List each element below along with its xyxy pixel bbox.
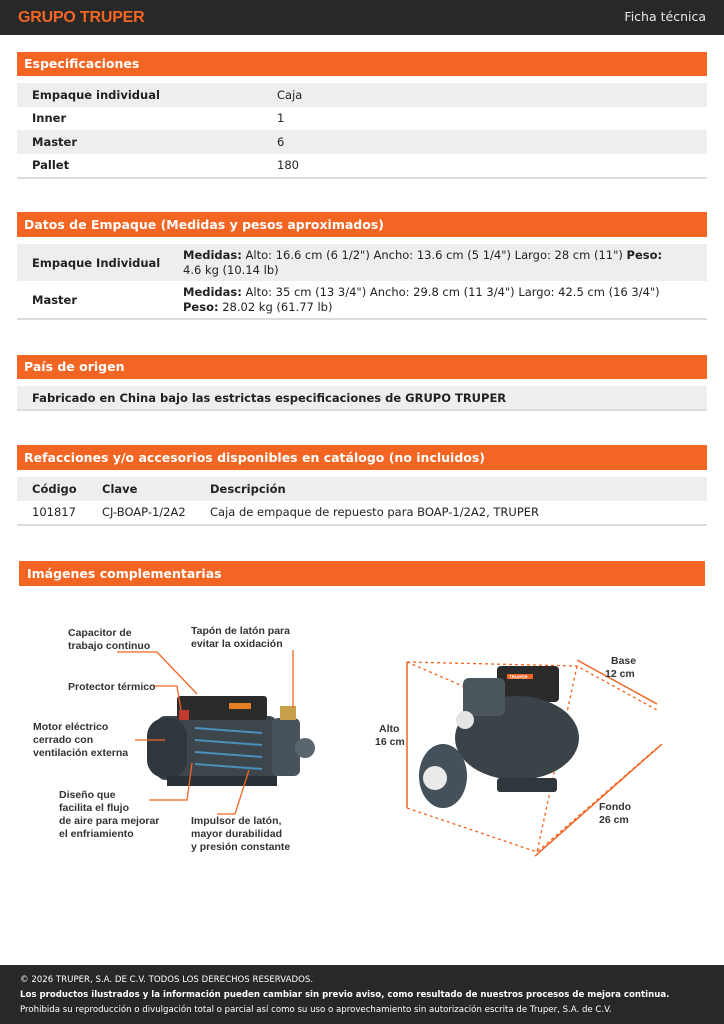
column-header-clave: Clave: [102, 477, 210, 501]
footer-notice: Los productos ilustrados y la información pueden cambiar sin previo aviso, como resultado de nuestros procesos de mejora continua.: [20, 990, 670, 1000]
svg-text:Fondo26 cm: Fondo 26 cm: [599, 801, 632, 826]
packaging-table: [17, 244, 707, 318]
outlet-port: [295, 738, 315, 758]
brand-logo: GRUPO TRUPER: [18, 9, 145, 26]
spec-label: Master: [17, 130, 277, 154]
spec-value: Caja: [277, 83, 707, 107]
table-header-row: [17, 477, 707, 501]
pump-inlet-front: [423, 766, 447, 790]
callout-tapon: Tapón de latón para: [191, 625, 290, 637]
pump-badge-text: TRUPER: [509, 674, 528, 680]
table-divider: [17, 318, 707, 320]
section-header-images: Imágenes complementarias: [19, 561, 705, 586]
pump-end-cap: [147, 718, 187, 778]
callout-impulsor: Impulsor de latón,: [191, 815, 282, 827]
packaging-value: Medidas: Alto: 16.6 cm (6 1/2") Ancho: 13.6 cm (5 1/4") Largo: 28 cm (11") Peso: 4.6 kg (10.14 lb): [183, 244, 707, 281]
top-bar: [0, 0, 724, 35]
spec-label: Empaque individual: [17, 83, 277, 107]
parts-table: [17, 477, 707, 524]
document-type: Ficha técnica: [624, 9, 706, 24]
svg-text:Protector térmico: [68, 681, 156, 693]
pump-feature-illustration: [33, 625, 315, 853]
capacitor-box: [177, 696, 267, 720]
column-header-codigo: Código: [17, 477, 102, 501]
section-header-packaging: Datos de Empaque (Medidas y pesos aproximados): [17, 212, 707, 237]
spec-value: 6: [277, 130, 707, 154]
pump-capacitor-box: [497, 666, 559, 702]
dimension-fondo: Fondo: [599, 801, 632, 813]
footer-copyright: © 2026 TRUPER, S.A. DE C.V. TODOS LOS DERECHOS RESERVADOS.: [20, 975, 314, 985]
svg-text:Base12 cm: Base 12 cm: [605, 655, 637, 680]
table-row: [17, 244, 707, 281]
brass-plug: [280, 706, 296, 720]
part-codigo: 101817: [32, 505, 76, 520]
dimension-base: Base: [611, 655, 637, 667]
table-divider: [17, 177, 707, 179]
spec-value: 1: [277, 111, 285, 126]
packaging-value: Medidas: Alto: 35 cm (13 3/4") Ancho: 29.8 cm (11 3/4") Largo: 42.5 cm (16 3/4") Peso: 28.02 kg (61.77 lb): [183, 284, 660, 314]
callout-diseno: Diseño que: [59, 789, 116, 801]
pump-dimension-illustration: [375, 655, 662, 856]
spec-value: 180: [277, 158, 299, 173]
callout-protector: Protector térmico: [68, 681, 156, 693]
packaging-label: Master: [32, 292, 78, 307]
section-header-origin: País de origen: [17, 355, 707, 379]
table-row: [17, 107, 707, 131]
spec-label: Pallet: [32, 158, 70, 173]
part-clave: CJ-BOAP-1/2A2: [102, 505, 186, 520]
spec-label: Inner: [32, 111, 67, 126]
table-divider: [17, 524, 707, 526]
specs-table: [17, 83, 707, 177]
callout-capacitor: Capacitor de: [68, 627, 132, 639]
svg-text:Motor eléctricocerrado convent: Motor eléctrico cerrado con ventilación externa: [33, 721, 129, 759]
table-row: [17, 501, 707, 525]
part-descripcion: Caja de empaque de repuesto para BOAP-1/2A2, TRUPER: [210, 505, 540, 520]
table-row: [17, 281, 707, 318]
section-header-specs: Especificaciones: [17, 52, 707, 76]
callout-motor: Motor eléctrico: [33, 721, 109, 733]
svg-text:Alto16 cm: Alto 16 cm: [375, 723, 405, 748]
footer-prohibition: Prohibida su reproducción o divulgación total o parcial así como su uso o aprovechamiento sin autorización escrita de Truper, S.A. de C.V.: [20, 1005, 612, 1015]
dimension-alto: Alto: [379, 723, 400, 735]
pump-base: [167, 776, 277, 786]
svg-text:Capacitor detrabajo continuo: Capacitor de trabajo continuo: [68, 627, 151, 652]
thermal-protector: [179, 710, 189, 720]
table-row: [17, 154, 707, 178]
origin-text: Fabricado en China bajo las estrictas especificaciones de GRUPO TRUPER: [17, 386, 707, 411]
footer: [0, 965, 724, 1024]
product-images: [17, 598, 707, 868]
svg-text:Tapón de latón paraevitar la o: Tapón de latón para evitar la oxidación: [191, 625, 290, 650]
pump-foot: [497, 778, 557, 792]
packaging-label: Empaque Individual: [17, 244, 183, 281]
pump-inlet-top: [456, 711, 474, 729]
column-header-descripcion: Descripción: [210, 477, 707, 501]
pump-badge: [229, 703, 251, 709]
svg-text:Diseño quefacilita el flujode: Diseño que facilita el flujo de aire para mejorar el enfriamiento: [59, 789, 160, 840]
section-header-parts: Refacciones y/o accesorios disponibles en catálogo (no incluidos): [17, 445, 707, 470]
table-row: [17, 83, 707, 107]
svg-text:Impulsor de latón,mayor durabi: Impulsor de latón, mayor durabilidad y presión constante: [191, 815, 291, 853]
pump-head-top: [463, 678, 505, 716]
table-row: [17, 130, 707, 154]
